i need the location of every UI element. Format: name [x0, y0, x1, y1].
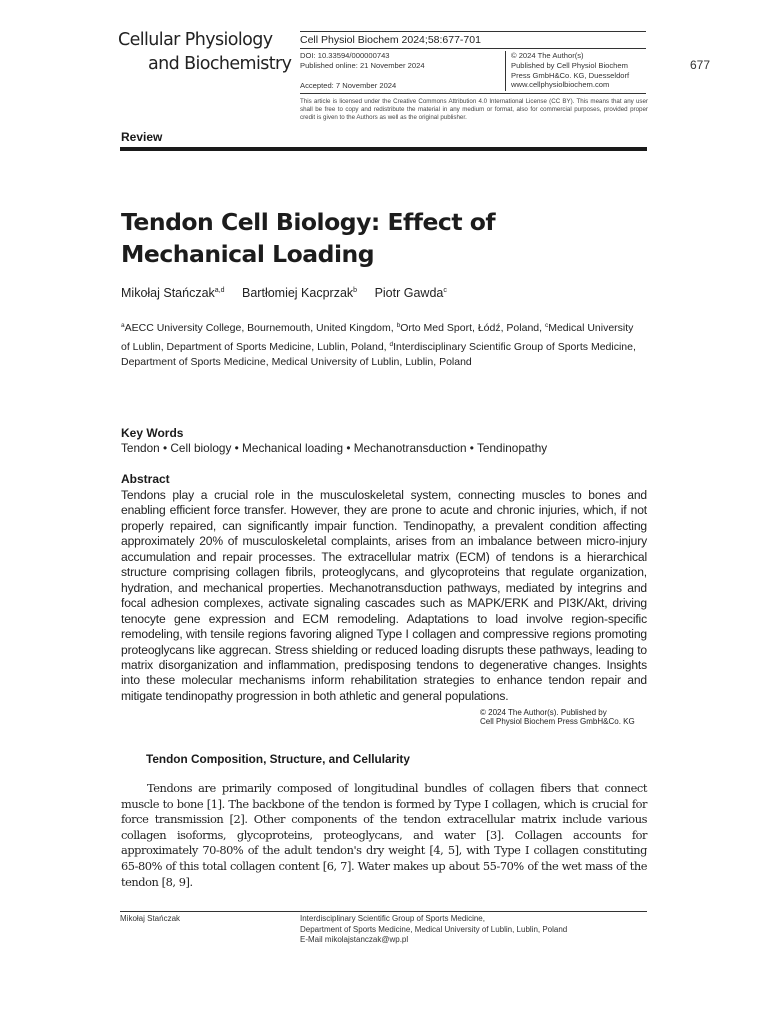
author: Mikołaj Stańczak$^{a,d}$: [121, 286, 225, 300]
article-title: Tendon Cell Biology: Effect of Mechanical Loading: [121, 208, 496, 268]
page-number: 677: [690, 58, 711, 72]
article-type: Review: [121, 130, 163, 144]
corresponding-author: Mikołaj Stańczak: [120, 914, 181, 923]
address-line: Interdisciplinary Scientific Group of Sports Medicine,: [300, 914, 485, 923]
publication-meta: [300, 48, 646, 94]
address-line: Department of Sports Medicine, Medical University of Lublin, Lublin, Poland: [300, 924, 568, 934]
copyright: © 2024 The Author(s): [511, 51, 584, 60]
journal-name: [118, 28, 296, 76]
doi[interactable]: DOI: 10.33594/000000743: [300, 51, 390, 60]
journal-name-line2: and Biochemistry: [148, 54, 292, 74]
correspondence-address: [300, 914, 646, 946]
abstract-text: Tendons play a crucial role in the musculoskeletal system, connecting muscles to bones and enabling efficient force transfer. However, they are prone to acute and chronic injuries, which, if not properly repaired, can significantly impair function. Tendinopathy, a prevalent condition affecting approximately 20% of musculoskeletal complaints, arises from an imbalance between micro-injury accumulation and repair processes. The extracellular matrix (ECM) of tendons is a hierarchical structure comprising collagen fibrils, proteoglycans, and glycoproteins that regulate organization, hydration, and mechanical properties. Mechanotransduction pathways, mediated by integrins and focal adhesion complexes, activate signaling cascades such as MAPK/ERK and PI3K/Akt, driving tenocyte gene expression and ECM remodeling. Adaptations to load involve region-specific remodeling, with tensile regions favoring aligned Type I collagen and compressive regions promoting proteoglycans like aggrecan. Stress shielding or reduced loading disrupts these pathways, leading to matrix disorganization and inflammation, predisposing tendons to degenerative changes. Insights into these molecular mechanisms inform rehabilitation strategies to enhance tendon repair and mitigate tendinopathy progression in both athletic and general populations.: [121, 488, 647, 703]
publisher-info: [511, 51, 646, 90]
publication-dates: [300, 51, 506, 91]
footer-divider: [120, 911, 647, 912]
author: Bartłomiej Kacprzak$^b$: [242, 286, 358, 300]
publisher-line1: Published by Cell Physiol Biochem: [511, 60, 628, 70]
author: Piotr Gawda$^c$: [374, 286, 447, 300]
citation: Cell Physiol Biochem 2024;58:677-701: [300, 31, 646, 46]
abstract-copyright: © 2024 The Author(s). Published by Cell Physiol Biochem Press GmbH&Co. KG: [480, 708, 635, 726]
header-divider: [120, 147, 647, 151]
keywords: Tendon • Cell biology • Mechanical loading • Mechanotransduction • Tendinopathy: [121, 441, 548, 455]
license-text: This article is licensed under the Creative Commons Attribution 4.0 International License (CC BY). This means that any user shall be free to copy and redistribute the material in any medium or format, also for commercial purposes, provided proper credit is given to the Authors as well as the original publisher.: [300, 98, 648, 122]
abstract-heading: Abstract: [121, 472, 170, 486]
published-date: Published online: 21 November 2024: [300, 60, 425, 70]
keywords-heading: Key Words: [121, 426, 184, 440]
email-link[interactable]: E-Mail mikolajstanczak@wp.pl: [300, 935, 409, 944]
website-link[interactable]: www.cellphysiolbiochem.com: [511, 80, 610, 90]
section-heading: Tendon Composition, Structure, and Cellularity: [146, 752, 410, 766]
accepted-date: Accepted: 7 November 2024: [300, 81, 397, 91]
publisher-line2: Press GmbH&Co. KG, Duesseldorf: [511, 70, 630, 80]
affiliations: $^a$AECC University College, Bournemouth, United Kingdom, $^b$Orto Med Sport, Łódź, Poland, $^c$Medical University of Lublin, Department of Sports Medicine, Lublin, Poland, $^d$Interdisciplinary Scientific Group of Sports Medicine, Department of Sports Medicine, Medical University of Lublin, Lublin, Poland: [121, 322, 636, 369]
journal-name-line1: Cellular Physiology: [118, 30, 273, 50]
author-list: [121, 286, 461, 300]
section-body: Tendons are primarily composed of longitudinal bundles of collagen fibers that connect muscle to bone [1]. The backbone of the tendon is formed by Type I collagen, which is crucial for force transmission [2]. Other components of the tendon extracellular matrix include various collagen isoforms, glycoproteins, proteoglycans, and water [3]. Collagen accounts for approximately 70-80% of the adult tendon's dry weight [4, 5], with Type I collagen constituting 65-80% of this total collagen content [6, 7]. Water makes up about 55-70% of the wet mass of the tendon [8, 9].: [121, 781, 647, 889]
